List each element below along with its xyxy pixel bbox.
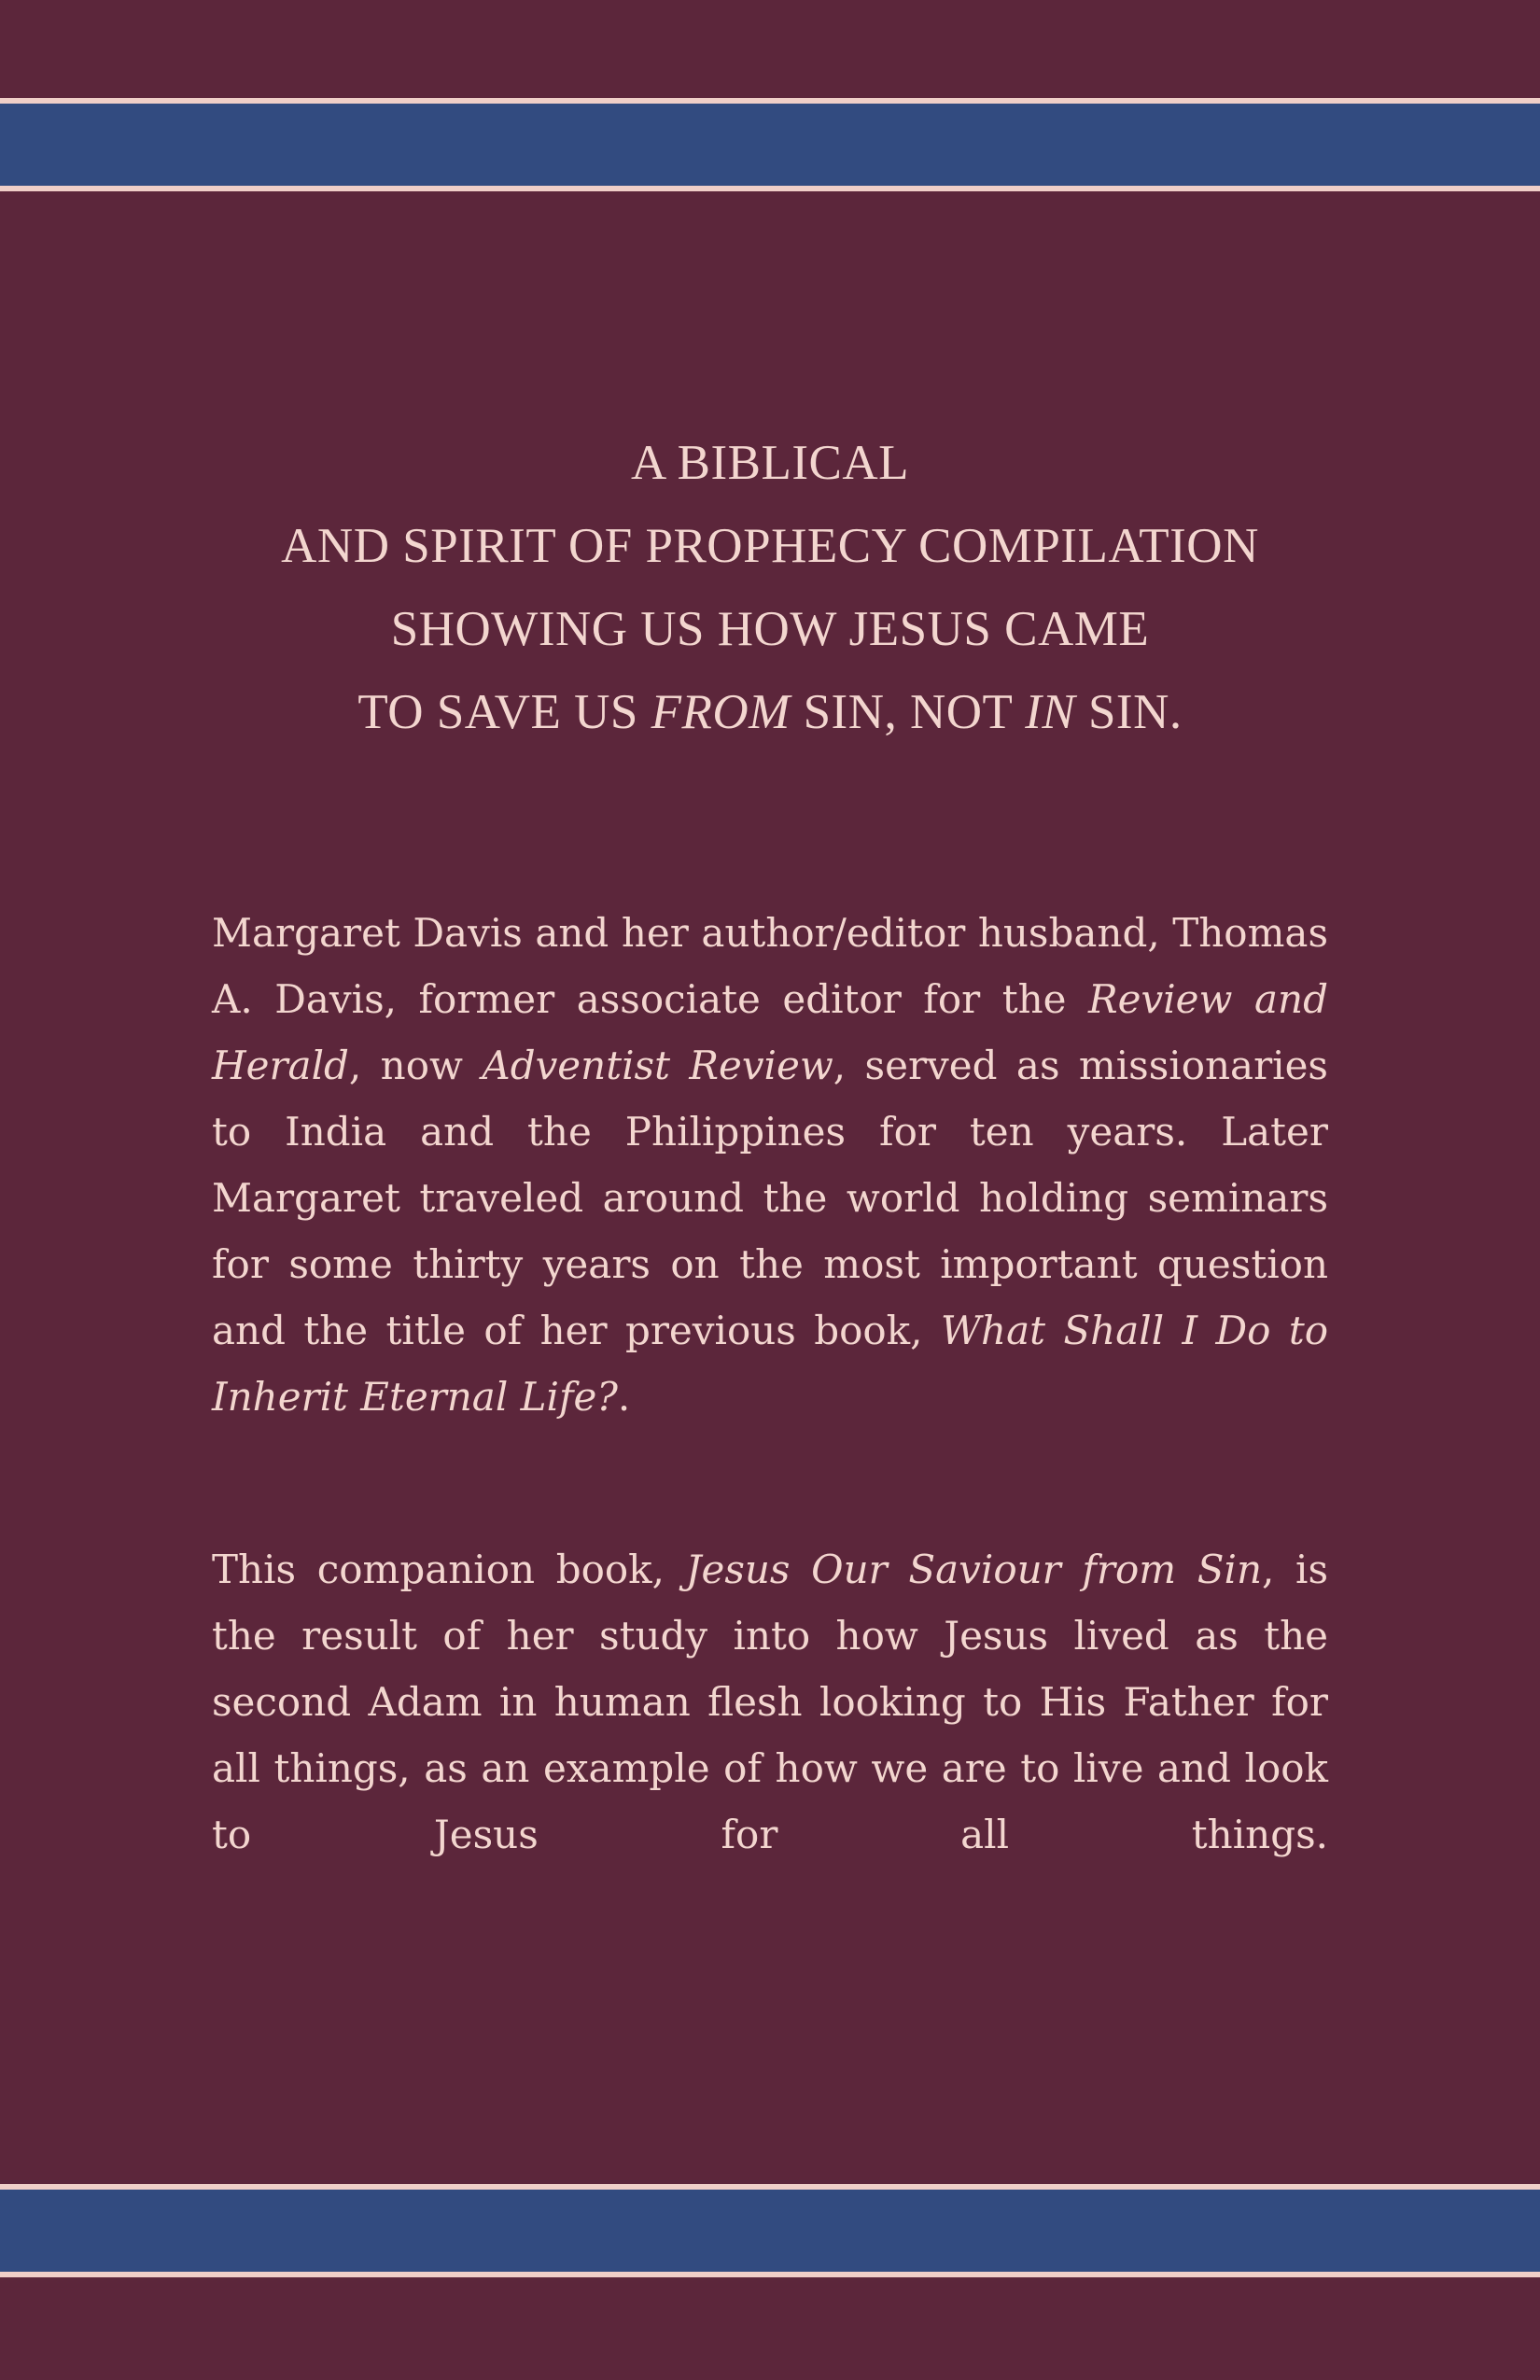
heading-line-2: AND SPIRIT OF PROPHECY COMPILATION (281, 519, 1259, 573)
bio-text: , served as missionaries to India and the Philippines for ten years. Later Margaret traveled around the world holding seminars for some thirty years on the most important question and the title of her previous book, (212, 1043, 1328, 1353)
book-description-paragraph (212, 1536, 1328, 1934)
bio-text: Margaret Davis and her author/editor husband, Thomas A. Davis, former associate editor for the (212, 910, 1328, 1022)
author-bio-paragraph (212, 900, 1328, 1430)
bio-text: , now (348, 1043, 483, 1088)
description-book-title: Jesus Our Saviour from Sin (685, 1547, 1263, 1592)
heading-line-4 (168, 671, 1372, 754)
heading-line-1: A BIBLICAL (631, 436, 909, 490)
cover-heading (168, 422, 1372, 754)
description-text: , is the result of her study into how Jesus lived as the second Adam in human flesh looking to His Father for all things, as an example of how we are to live and look to Jesus for all things. (212, 1547, 1328, 1857)
bio-text: . (617, 1374, 631, 1420)
heading-emphasis-from: FROM (651, 685, 791, 739)
top-decorative-band (0, 98, 1540, 191)
heading-line-4-part: SIN. (1075, 685, 1183, 739)
heading-line-3: SHOWING US HOW JESUS CAME (390, 602, 1150, 656)
heading-emphasis-in: IN (1025, 685, 1076, 739)
heading-line-4-part: TO SAVE US (357, 685, 651, 739)
bio-title-previous-book: What Shall I Do to Inherit Eternal Life? (212, 1308, 1328, 1420)
bio-title-review-and-herald: Review and Herald (212, 976, 1328, 1088)
heading-line-4-part: SIN, NOT (790, 685, 1026, 739)
description-text: This companion book, (212, 1547, 686, 1592)
bio-title-adventist-review: Adventist Review (482, 1043, 833, 1088)
bottom-decorative-band (0, 2184, 1540, 2277)
